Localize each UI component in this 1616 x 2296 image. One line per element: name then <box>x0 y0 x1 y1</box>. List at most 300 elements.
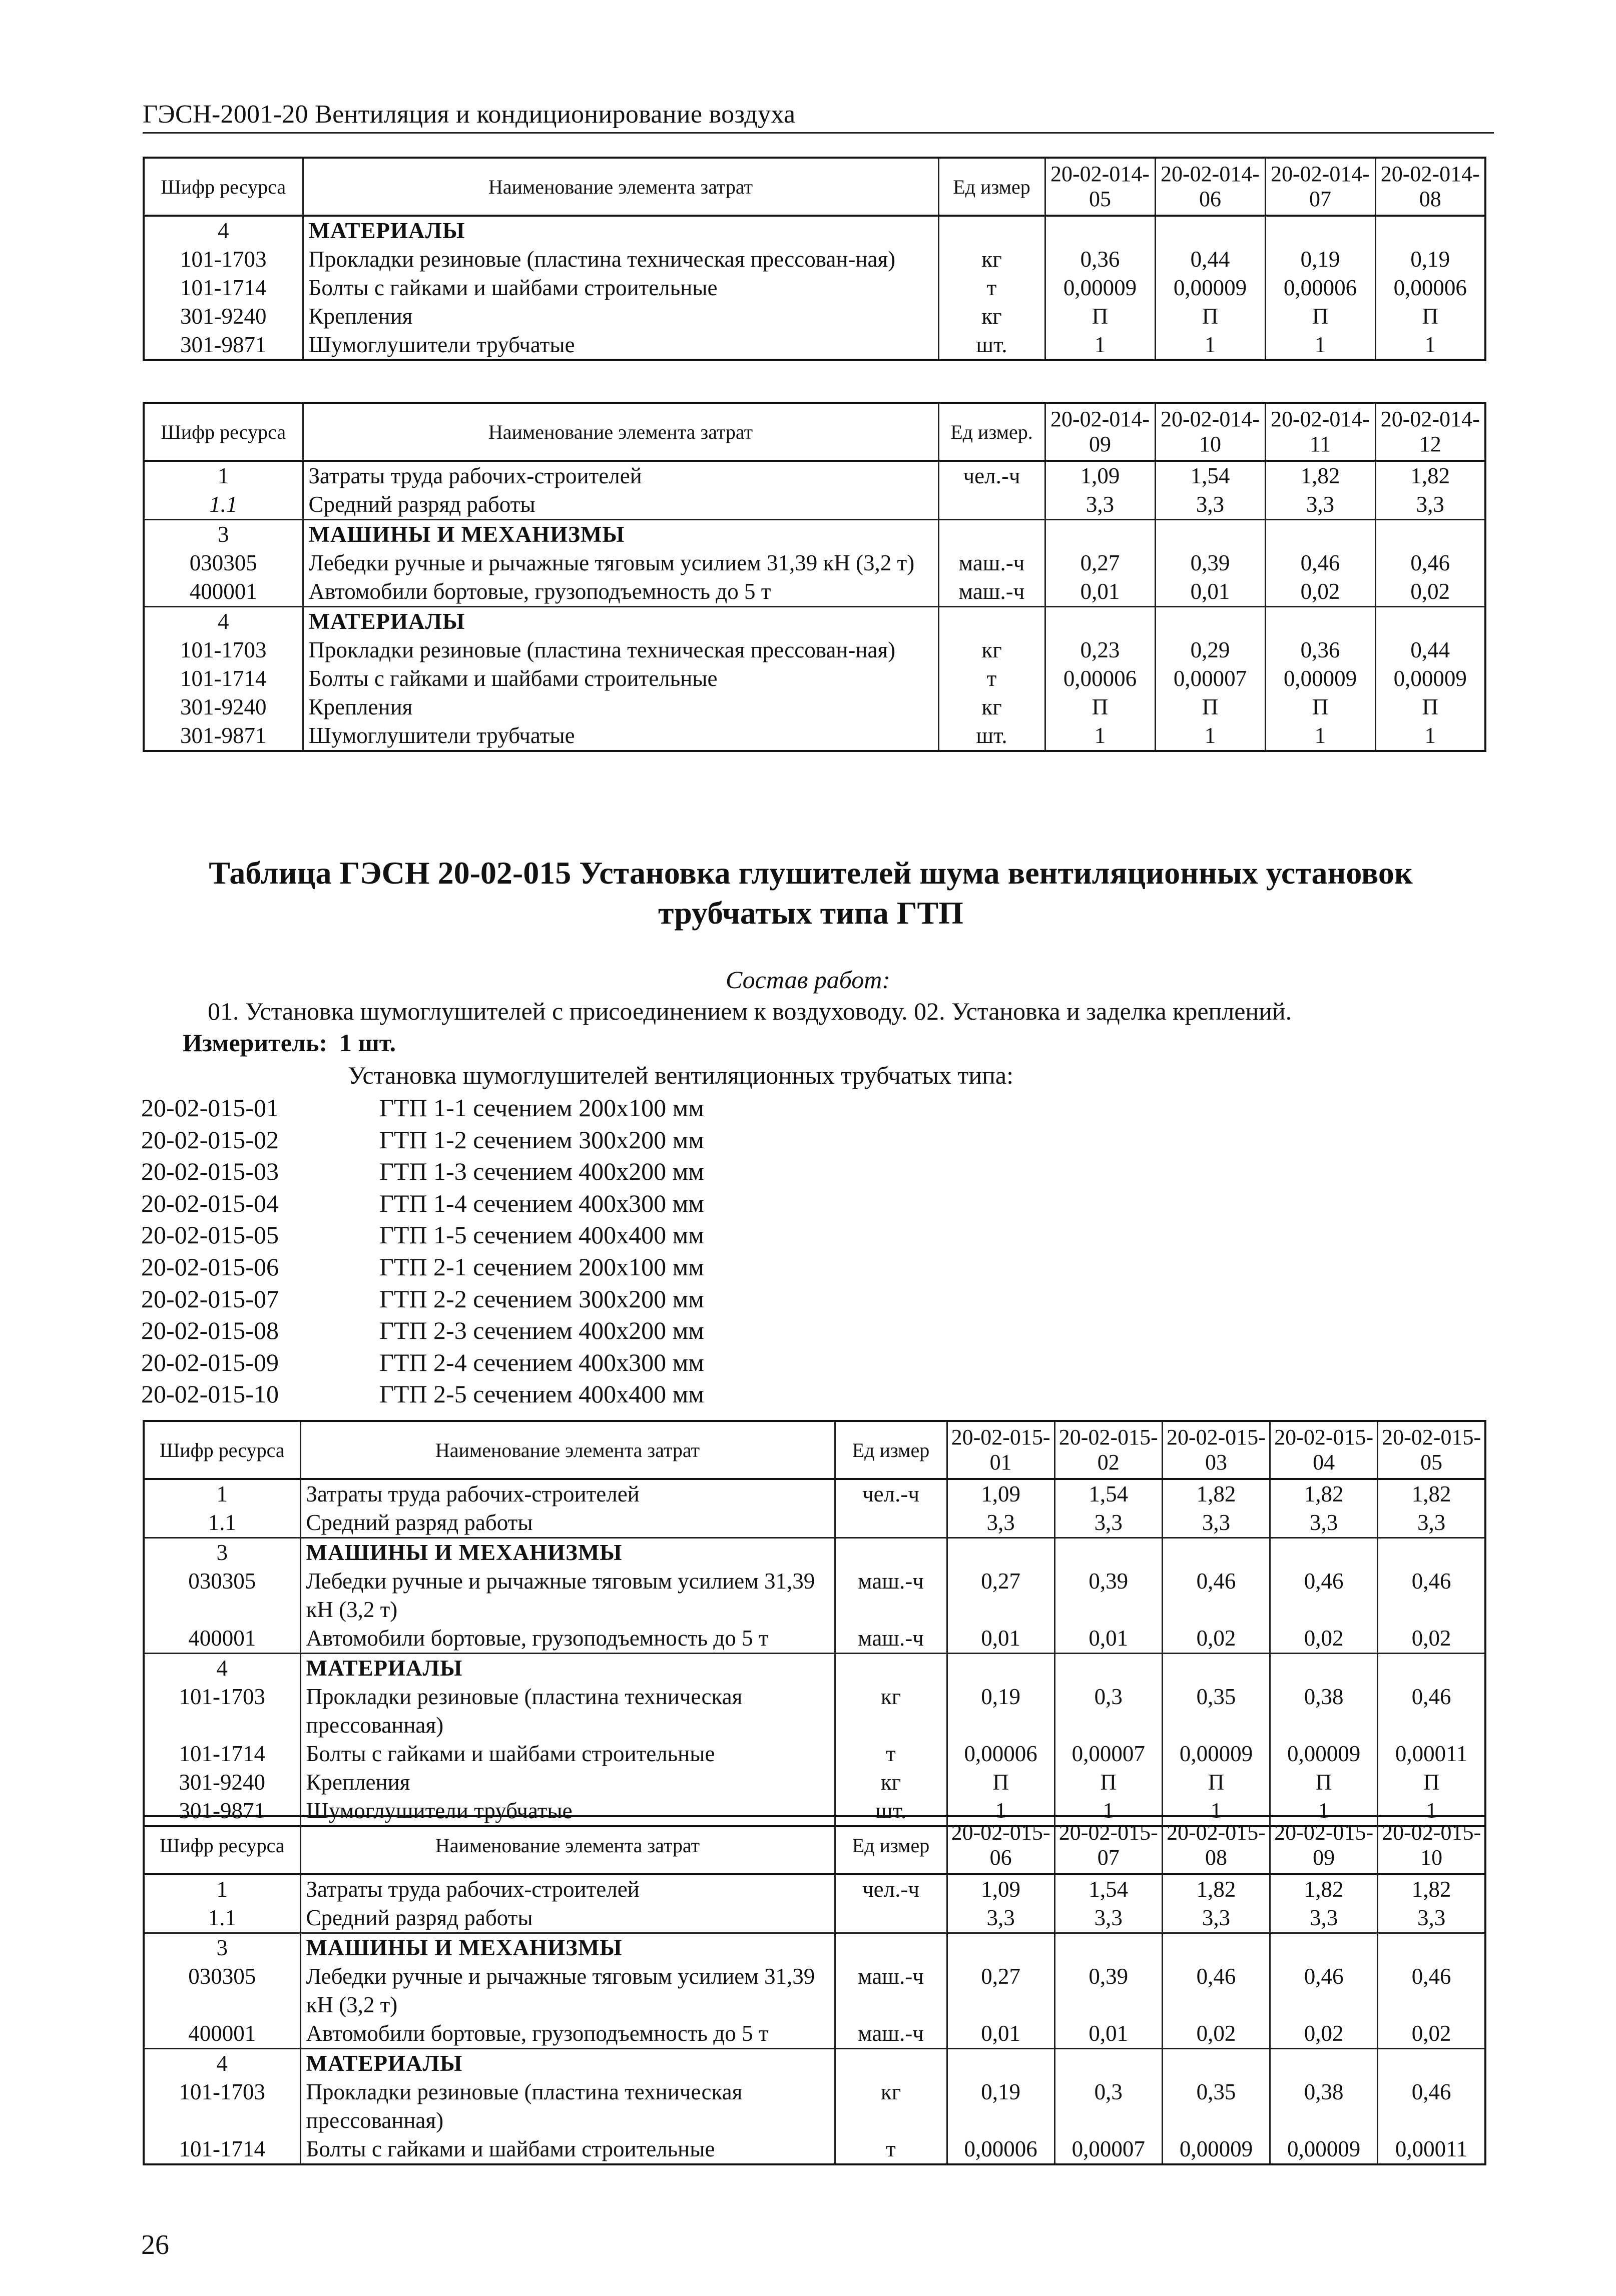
resource-value: 1 <box>1265 721 1375 751</box>
resource-value: 0,01 <box>947 2019 1054 2049</box>
header-row <box>144 403 1485 461</box>
resource-unit: маш.-ч <box>938 577 1045 607</box>
work-composition-label: Состав работ: <box>725 966 891 994</box>
resource-unit <box>938 607 1045 636</box>
header-norm-code: 20-02-014-08 <box>1375 158 1485 216</box>
resource-value: 0,00007 <box>1054 1740 1162 1768</box>
resource-value <box>1155 520 1265 549</box>
resource-name: Затраты труда рабочих-строителей <box>300 1874 835 1904</box>
norm-code: 20-02-015-05 <box>141 1221 279 1249</box>
resource-unit: кг <box>835 2078 947 2135</box>
table-title <box>135 853 1486 933</box>
resource-name: Крепления <box>303 693 938 721</box>
table-title-line2: трубчатых типа ГТП <box>658 895 963 931</box>
header-norm-code: 20-02-015-10 <box>1378 1816 1485 1874</box>
resource-value: 0,00009 <box>1375 664 1485 693</box>
resource-value <box>1270 1538 1378 1568</box>
resource-value: 0,02 <box>1270 2019 1378 2049</box>
resource-value: П <box>1162 1768 1270 1797</box>
resource-unit: маш.-ч <box>835 2019 947 2049</box>
section-row <box>144 607 1485 636</box>
header-unit: Ед измер <box>938 158 1045 216</box>
resource-value: 0,46 <box>1162 1962 1270 2019</box>
resource-unit: кг <box>938 302 1045 331</box>
header-name: Наименование элемента затрат <box>303 403 938 461</box>
table-row <box>144 577 1485 607</box>
resource-value: 0,27 <box>947 1567 1054 1624</box>
table-row <box>144 1874 1485 1904</box>
resource-code: 4 <box>144 2049 300 2078</box>
header-code: Шифр ресурса <box>144 403 303 461</box>
table-row <box>144 1624 1485 1654</box>
resource-value: 1 <box>1054 1797 1162 1826</box>
resource-value: 3,3 <box>1378 1904 1485 1933</box>
norm-description: ГТП 2-5 сечением 400х400 мм <box>379 1380 704 1408</box>
resource-value <box>1054 1538 1162 1568</box>
table-row <box>144 490 1485 520</box>
resource-value: 0,44 <box>1375 636 1485 664</box>
resource-value: 0,38 <box>1270 2078 1378 2135</box>
resource-unit <box>938 490 1045 520</box>
resource-value: 1 <box>1155 721 1265 751</box>
resource-value <box>1270 2049 1378 2078</box>
resource-name: МАШИНЫ И МЕХАНИЗМЫ <box>300 1538 835 1568</box>
resource-value: 0,00006 <box>1045 664 1155 693</box>
resource-value: П <box>1054 1768 1162 1797</box>
resource-name: Крепления <box>303 302 938 331</box>
resource-code: 101-1703 <box>144 636 303 664</box>
resource-value: 0,02 <box>1162 2019 1270 2049</box>
header-norm-code: 20-02-015-08 <box>1162 1816 1270 1874</box>
resource-name: Средний разряд работы <box>300 1508 835 1538</box>
resource-value: 0,39 <box>1054 1962 1162 2019</box>
header-unit: Ед измер. <box>938 403 1045 461</box>
table-row <box>144 1508 1485 1538</box>
resource-name: Затраты труда рабочих-строителей <box>300 1479 835 1508</box>
header-norm-code: 20-02-014-09 <box>1045 403 1155 461</box>
resource-unit <box>835 1904 947 1933</box>
resource-name: Прокладки резиновые (пластина техническая прессован-ная) <box>303 245 938 274</box>
table-row <box>144 1683 1485 1740</box>
table-row <box>144 721 1485 751</box>
resource-value <box>947 1538 1054 1568</box>
resource-value: П <box>1265 302 1375 331</box>
resource-value <box>1054 1654 1162 1683</box>
resource-value: 1,09 <box>1045 461 1155 490</box>
resource-value: 0,02 <box>1378 2019 1485 2049</box>
resource-value: П <box>1045 302 1155 331</box>
work-composition-text: 01. Установка шумоглушителей с присоединением к воздуховоду. 02. Установка и заделка креплений. <box>208 997 1292 1025</box>
resource-unit <box>835 1933 947 1963</box>
resource-value: 0,46 <box>1375 549 1485 577</box>
header-name: Наименование элемента затрат <box>300 1816 835 1874</box>
resource-value: 0,29 <box>1155 636 1265 664</box>
section-row <box>144 520 1485 549</box>
table-body <box>144 461 1485 751</box>
page-number: 26 <box>141 2229 169 2260</box>
resource-value: 0,00007 <box>1155 664 1265 693</box>
resource-value <box>1265 607 1375 636</box>
resource-value: П <box>1045 693 1155 721</box>
resource-value: 1 <box>1162 1797 1270 1826</box>
resource-code: 030305 <box>144 1962 300 2019</box>
resource-value: 1,09 <box>947 1874 1054 1904</box>
header-norm-code: 20-02-015-05 <box>1378 1421 1485 1479</box>
table-row <box>144 1567 1485 1624</box>
resource-value: 3,3 <box>1378 1508 1485 1538</box>
header-norm-code: 20-02-014-07 <box>1265 158 1375 216</box>
resource-name: Автомобили бортовые, грузоподъемность до 5 т <box>303 577 938 607</box>
resource-unit <box>835 1538 947 1568</box>
header-norm-code: 20-02-015-06 <box>947 1816 1054 1874</box>
resource-name: МАТЕРИАЛЫ <box>300 1654 835 1683</box>
table-row <box>144 664 1485 693</box>
resource-value: 1,54 <box>1155 461 1265 490</box>
resource-value: П <box>1375 302 1485 331</box>
resource-value: 0,00009 <box>1265 664 1375 693</box>
resource-name: Прокладки резиновые (пластина техническая прессован-ная) <box>303 636 938 664</box>
header-unit: Ед измер <box>835 1816 947 1874</box>
resource-value: 1 <box>947 1797 1054 1826</box>
page-header: ГЭСН-2001-20 Вентиляция и кондиционирование воздуха <box>143 98 1494 134</box>
header-code: Шифр ресурса <box>144 1816 300 1874</box>
resource-value: 0,02 <box>1162 1624 1270 1654</box>
resource-unit <box>835 2049 947 2078</box>
norm-description: ГТП 1-1 сечением 200х100 мм <box>379 1094 704 1122</box>
resource-value <box>947 1654 1054 1683</box>
resource-code: 301-9240 <box>144 1768 300 1797</box>
resource-name: Автомобили бортовые, грузоподъемность до 5 т <box>300 2019 835 2049</box>
resource-code: 400001 <box>144 577 303 607</box>
resource-value: 0,19 <box>947 1683 1054 1740</box>
resource-unit <box>938 216 1045 245</box>
resource-value <box>1162 1933 1270 1963</box>
table-row <box>144 2135 1485 2164</box>
resource-unit <box>835 1508 947 1538</box>
resource-value: П <box>1375 693 1485 721</box>
resource-code: 4 <box>144 1654 300 1683</box>
resource-value <box>1378 1933 1485 1963</box>
resource-value: 1,82 <box>1265 461 1375 490</box>
norm-code: 20-02-015-01 <box>141 1094 279 1122</box>
resource-value <box>1162 2049 1270 2078</box>
header-code: Шифр ресурса <box>144 158 303 216</box>
norm-description: ГТП 1-5 сечением 400х400 мм <box>379 1221 704 1249</box>
norm-code: 20-02-015-07 <box>141 1284 279 1313</box>
resource-code: 1 <box>144 461 303 490</box>
norm-code: 20-02-015-03 <box>141 1157 279 1186</box>
resource-name: Шумоглушители трубчатые <box>303 721 938 751</box>
list-item <box>141 1315 704 1347</box>
resource-value: 0,19 <box>1265 245 1375 274</box>
resource-value: 1,82 <box>1375 461 1485 490</box>
resource-code: 101-1714 <box>144 274 303 302</box>
resource-unit: маш.-ч <box>835 1567 947 1624</box>
resource-value <box>1375 607 1485 636</box>
resource-name: Прокладки резиновые (пластина техническая прессованная) <box>300 1683 835 1740</box>
header-norm-code: 20-02-014-06 <box>1155 158 1265 216</box>
resource-value: 0,00006 <box>1265 274 1375 302</box>
norm-code: 20-02-015-10 <box>141 1380 279 1408</box>
resource-code: 101-1703 <box>144 2078 300 2135</box>
norm-description: ГТП 2-3 сечением 400х200 мм <box>379 1316 704 1345</box>
table-header <box>144 1421 1485 1479</box>
resource-value: 0,38 <box>1270 1683 1378 1740</box>
table-row <box>144 1962 1485 2019</box>
resource-value: 0,3 <box>1054 1683 1162 1740</box>
header-row <box>144 158 1485 216</box>
resource-value: 1 <box>1378 1797 1485 1826</box>
resource-code: 1.1 <box>144 490 303 520</box>
resource-code: 301-9871 <box>144 721 303 751</box>
resource-name: Лебедки ручные и рычажные тяговым усилием 31,39 кН (3,2 т) <box>300 1962 835 2019</box>
resource-value <box>1270 1933 1378 1963</box>
resource-unit: чел.-ч <box>835 1874 947 1904</box>
resource-value: 0,36 <box>1265 636 1375 664</box>
resource-value: 1,82 <box>1378 1479 1485 1508</box>
resource-unit: кг <box>938 636 1045 664</box>
resource-code: 101-1714 <box>144 1740 300 1768</box>
resource-code: 400001 <box>144 2019 300 2049</box>
resource-value: 0,39 <box>1155 549 1265 577</box>
resource-value: 0,00009 <box>1162 2135 1270 2164</box>
resource-value: 0,02 <box>1265 577 1375 607</box>
resource-unit: т <box>938 664 1045 693</box>
resource-value: 3,3 <box>1375 490 1485 520</box>
resource-unit <box>938 520 1045 549</box>
resource-code: 030305 <box>144 549 303 577</box>
resource-value: 0,01 <box>1054 1624 1162 1654</box>
header-norm-code: 20-02-015-02 <box>1054 1421 1162 1479</box>
resource-code: 101-1714 <box>144 2135 300 2164</box>
header-norm-code: 20-02-014-10 <box>1155 403 1265 461</box>
resource-code: 101-1703 <box>144 1683 300 1740</box>
resource-value: П <box>1155 693 1265 721</box>
resource-name: Лебедки ручные и рычажные тяговым усилием 31,39 кН (3,2 т) <box>300 1567 835 1624</box>
resource-code: 301-9240 <box>144 302 303 331</box>
table-row <box>144 461 1485 490</box>
resource-value <box>1054 1933 1162 1963</box>
list-item <box>141 1124 704 1156</box>
resource-value: П <box>1378 1768 1485 1797</box>
table-row <box>144 1479 1485 1508</box>
header-name: Наименование элемента затрат <box>303 158 938 216</box>
resource-value <box>1375 520 1485 549</box>
resource-value: 0,01 <box>1045 577 1155 607</box>
resource-name: МАШИНЫ И МЕХАНИЗМЫ <box>300 1933 835 1963</box>
resource-value <box>1162 1538 1270 1568</box>
resource-code: 301-9871 <box>144 331 303 360</box>
table-body <box>144 1874 1485 2164</box>
codes-list <box>141 1092 704 1410</box>
resource-value <box>1162 1654 1270 1683</box>
header-norm-code: 20-02-015-01 <box>947 1421 1054 1479</box>
resource-value: 1,54 <box>1054 1874 1162 1904</box>
resource-unit: маш.-ч <box>835 1962 947 2019</box>
resource-table-014-05-08 <box>143 157 1486 361</box>
install-intro: Установка шумоглушителей вентиляционных трубчатых типа: <box>348 1061 1014 1089</box>
resource-name: Шумоглушители трубчатые <box>303 331 938 360</box>
measure-unit <box>183 1027 396 1058</box>
section-row <box>144 216 1485 245</box>
table-header <box>144 158 1485 216</box>
resource-value: П <box>1265 693 1375 721</box>
resource-code: 1.1 <box>144 1904 300 1933</box>
resource-value: 0,3 <box>1054 2078 1162 2135</box>
resource-value: 3,3 <box>947 1904 1054 1933</box>
resource-value: П <box>1155 302 1265 331</box>
resource-value: 1 <box>1270 1797 1378 1826</box>
resource-name: Средний разряд работы <box>303 490 938 520</box>
resource-value: 1,82 <box>1162 1479 1270 1508</box>
resource-name: Болты с гайками и шайбами строительные <box>300 1740 835 1768</box>
resource-value: 0,00009 <box>1162 1740 1270 1768</box>
resource-value: 0,27 <box>947 1962 1054 2019</box>
resource-value: 0,01 <box>1155 577 1265 607</box>
resource-value: 0,02 <box>1378 1624 1485 1654</box>
resource-value: 0,39 <box>1054 1567 1162 1624</box>
resource-value: 1,82 <box>1378 1874 1485 1904</box>
header-norm-code: 20-02-015-07 <box>1054 1816 1162 1874</box>
resource-name: Болты с гайками и шайбами строительные <box>303 664 938 693</box>
resource-code: 1 <box>144 1874 300 1904</box>
resource-unit <box>835 1654 947 1683</box>
resource-value: 0,00009 <box>1270 2135 1378 2164</box>
resource-value <box>1155 216 1265 245</box>
resource-name: Средний разряд работы <box>300 1904 835 1933</box>
resource-unit: т <box>938 274 1045 302</box>
resource-value <box>1378 1538 1485 1568</box>
resource-code: 101-1703 <box>144 245 303 274</box>
resource-value: 0,46 <box>1270 1962 1378 2019</box>
header-code: Шифр ресурса <box>144 1421 300 1479</box>
resource-code: 101-1714 <box>144 664 303 693</box>
resource-value: 1 <box>1265 331 1375 360</box>
resource-value: 3,3 <box>1265 490 1375 520</box>
resource-name: МАТЕРИАЛЫ <box>303 607 938 636</box>
resource-value <box>1270 1654 1378 1683</box>
resource-name: МАТЕРИАЛЫ <box>303 216 938 245</box>
resource-value: 0,46 <box>1162 1567 1270 1624</box>
resource-name: МАШИНЫ И МЕХАНИЗМЫ <box>303 520 938 549</box>
resource-name: Крепления <box>300 1768 835 1797</box>
list-item <box>141 1347 704 1379</box>
list-item <box>141 1092 704 1124</box>
norm-description: ГТП 2-4 сечением 400х300 мм <box>379 1348 704 1376</box>
resource-unit: шт. <box>938 721 1045 751</box>
resource-value <box>1378 1654 1485 1683</box>
resource-value: 0,46 <box>1378 1567 1485 1624</box>
resource-value: 1,54 <box>1054 1479 1162 1508</box>
header-row <box>144 1421 1485 1479</box>
list-item <box>141 1378 704 1410</box>
list-item <box>141 1251 704 1283</box>
resource-name: Лебедки ручные и рычажные тяговым усилием 31,39 кН (3,2 т) <box>303 549 938 577</box>
resource-code: 4 <box>144 607 303 636</box>
resource-unit: т <box>835 1740 947 1768</box>
resource-value: 3,3 <box>1155 490 1265 520</box>
section-row <box>144 2049 1485 2078</box>
resource-value: 0,35 <box>1162 2078 1270 2135</box>
resource-name: Прокладки резиновые (пластина техническая прессованная) <box>300 2078 835 2135</box>
norm-description: ГТП 1-4 сечением 400х300 мм <box>379 1189 704 1217</box>
resource-value <box>1054 2049 1162 2078</box>
header-row <box>144 1816 1485 1874</box>
resource-code: 3 <box>144 1538 300 1568</box>
table-row <box>144 1904 1485 1933</box>
resource-code: 301-9871 <box>144 1797 300 1826</box>
resource-value: 0,19 <box>947 2078 1054 2135</box>
header-norm-code: 20-02-015-04 <box>1270 1421 1378 1479</box>
resource-value <box>1378 2049 1485 2078</box>
resource-unit: кг <box>835 1768 947 1797</box>
resource-value: 0,00011 <box>1378 1740 1485 1768</box>
resource-value: 0,46 <box>1265 549 1375 577</box>
table-row <box>144 693 1485 721</box>
norm-code: 20-02-015-02 <box>141 1125 279 1154</box>
resource-value <box>1045 520 1155 549</box>
resource-value: П <box>1270 1768 1378 1797</box>
resource-value: 3,3 <box>1162 1508 1270 1538</box>
resource-unit: кг <box>938 693 1045 721</box>
resource-value: 0,01 <box>1054 2019 1162 2049</box>
table-row <box>144 2078 1485 2135</box>
resource-unit: кг <box>835 1683 947 1740</box>
header-norm-code: 20-02-014-12 <box>1375 403 1485 461</box>
resource-value <box>1265 520 1375 549</box>
resource-value: 1,09 <box>947 1479 1054 1508</box>
resource-code: 1.1 <box>144 1508 300 1538</box>
table-header <box>144 403 1485 461</box>
resource-value: 3,3 <box>1270 1508 1378 1538</box>
header-name: Наименование элемента затрат <box>300 1421 835 1479</box>
resource-value: 1 <box>1375 721 1485 751</box>
norm-code: 20-02-015-09 <box>141 1348 279 1376</box>
norm-code: 20-02-015-06 <box>141 1252 279 1281</box>
resource-value: 3,3 <box>1045 490 1155 520</box>
resource-table-015-01-05 <box>143 1420 1486 1827</box>
resource-value <box>1045 216 1155 245</box>
header-norm-code: 20-02-015-03 <box>1162 1421 1270 1479</box>
section-row <box>144 1538 1485 1568</box>
resource-value: 0,00009 <box>1155 274 1265 302</box>
table-row <box>144 2019 1485 2049</box>
resource-value <box>1375 216 1485 245</box>
table-row <box>144 549 1485 577</box>
table-body <box>144 216 1485 360</box>
resource-value: 1,82 <box>1270 1479 1378 1508</box>
resource-value: 1 <box>1045 331 1155 360</box>
resource-code: 3 <box>144 520 303 549</box>
header-norm-code: 20-02-015-09 <box>1270 1816 1378 1874</box>
norm-description: ГТП 1-3 сечением 400х200 мм <box>379 1157 704 1186</box>
resource-value: 0,46 <box>1378 2078 1485 2135</box>
resource-value: 3,3 <box>1054 1508 1162 1538</box>
resource-value: 0,00007 <box>1054 2135 1162 2164</box>
resource-code: 400001 <box>144 1624 300 1654</box>
resource-value: 0,01 <box>947 1624 1054 1654</box>
table-row <box>144 636 1485 664</box>
resource-code: 1 <box>144 1479 300 1508</box>
norm-description: ГТП 2-2 сечением 300х200 мм <box>379 1284 704 1313</box>
resource-unit: шт. <box>938 331 1045 360</box>
resource-value: 3,3 <box>947 1508 1054 1538</box>
resource-value: 0,02 <box>1270 1624 1378 1654</box>
resource-value: 1,82 <box>1270 1874 1378 1904</box>
resource-value: 0,36 <box>1045 245 1155 274</box>
resource-value: 0,00006 <box>947 2135 1054 2164</box>
resource-unit: кг <box>938 245 1045 274</box>
